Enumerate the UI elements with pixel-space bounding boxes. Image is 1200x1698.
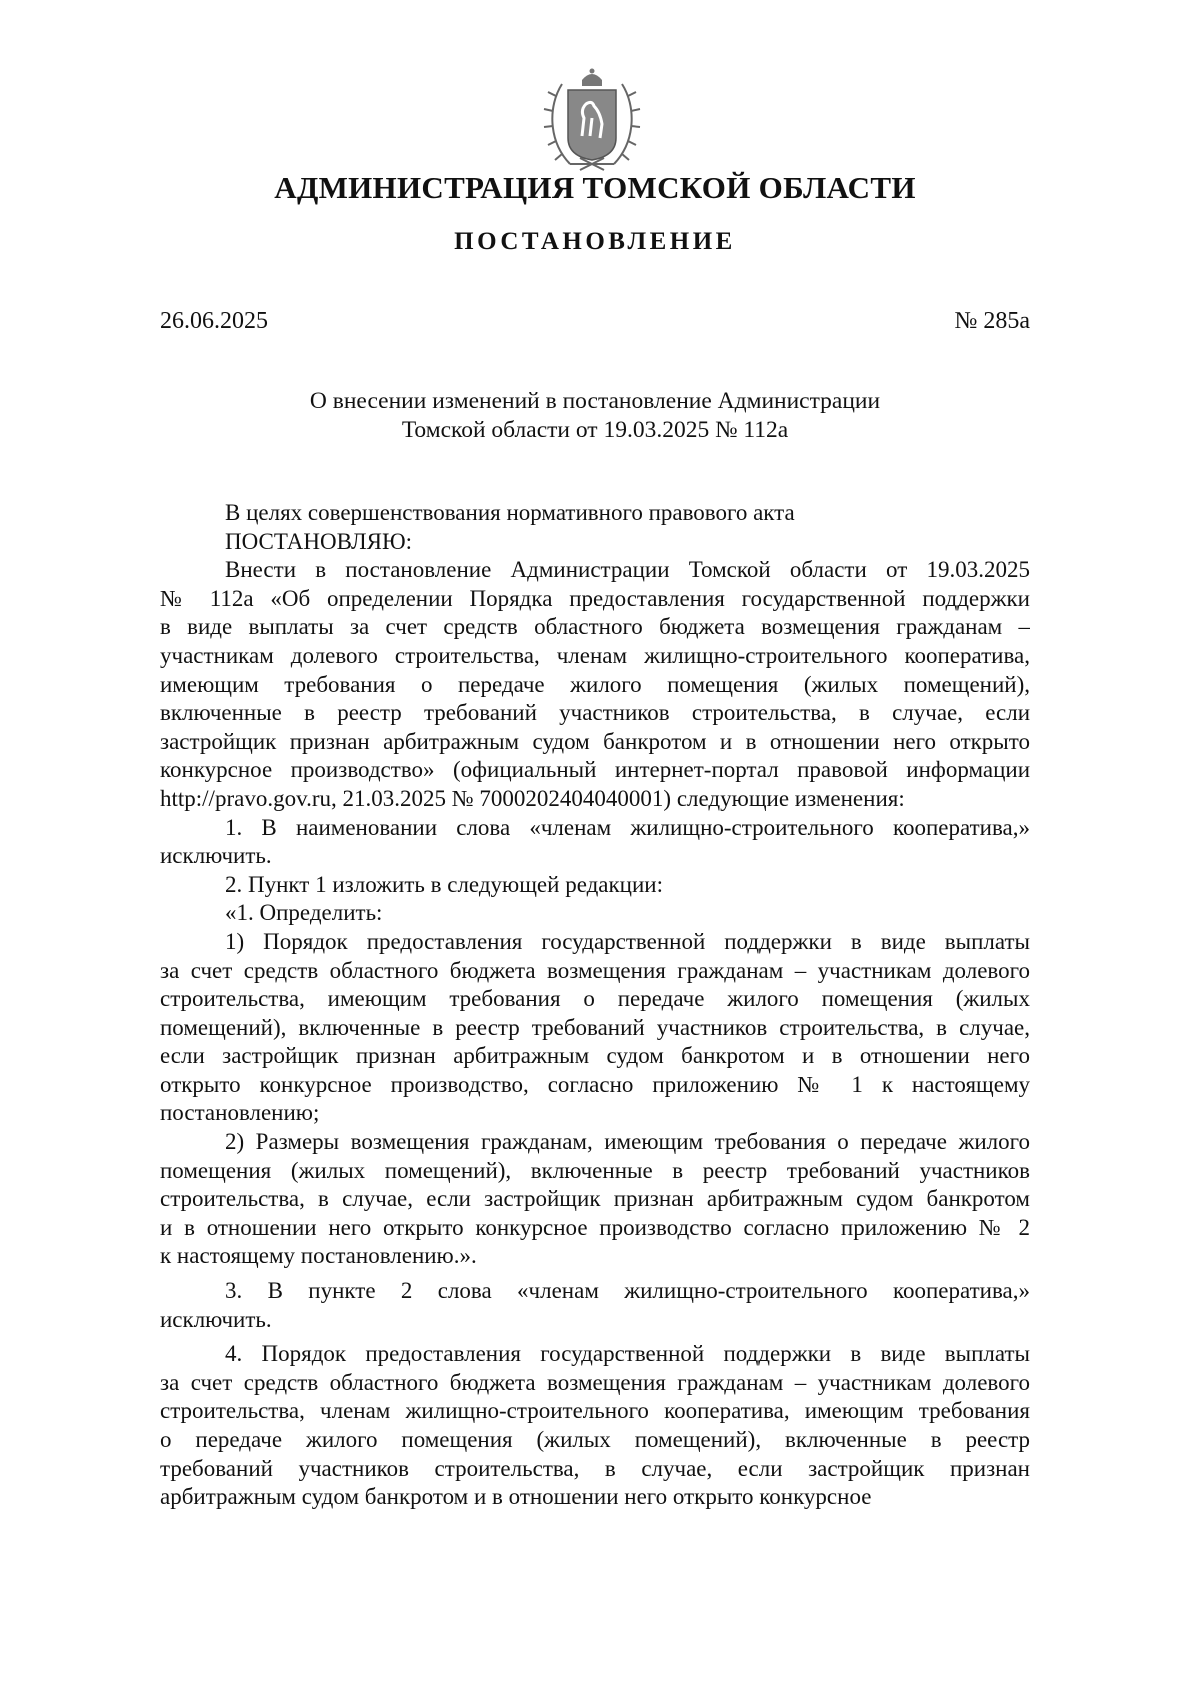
text-line: исключить. bbox=[160, 843, 272, 869]
text-line: постановлению; bbox=[160, 1100, 320, 1126]
text-line: помещения (жилых помещений), включенные в реестр требований участников bbox=[160, 1157, 1030, 1183]
text-line: ПОСТАНОВЛЯЮ: bbox=[225, 528, 413, 554]
text-line: строительства, членам жилищно-строительного кооператива, имеющим требования bbox=[160, 1398, 1030, 1424]
text-line: и в отношении него открыто конкурсное производство согласно приложению № 2 bbox=[160, 1214, 1030, 1240]
text-line: открыто конкурсное производство, согласно приложению № 1 к настоящему bbox=[160, 1071, 1030, 1097]
paragraph bbox=[160, 1128, 1030, 1271]
text-line: 3. В пункте 2 слова «членам жилищно-строительного кооператива,» bbox=[225, 1278, 1030, 1304]
text-line: В целях совершенствования нормативного правового акта bbox=[225, 500, 795, 525]
text-line: Внести в постановление Администрации Томской области от 19.03.2025 bbox=[225, 557, 1030, 583]
paragraph bbox=[160, 1340, 1030, 1512]
subject-line: О внесении изменений в постановление Администрации bbox=[309, 388, 881, 414]
document-body bbox=[160, 499, 1030, 1512]
paragraph bbox=[160, 814, 1030, 871]
text-line: в виде выплаты за счет средств областного бюджета возмещения гражданам – bbox=[160, 614, 1030, 640]
paragraph bbox=[160, 899, 1030, 928]
paragraph bbox=[160, 499, 1030, 528]
paragraph bbox=[160, 528, 1030, 557]
text-line: 1. В наименовании слова «членам жилищно-строительного кооператива,» bbox=[225, 814, 1030, 840]
text-line: 2) Размеры возмещения гражданам, имеющим требования о передаче жилого bbox=[225, 1129, 1030, 1155]
subject-line: Томской области от 19.03.2025 № 112а bbox=[401, 417, 789, 443]
text-line: имеющим требования о передаче жилого помещения (жилых помещений), bbox=[160, 671, 1030, 697]
text-line: участникам долевого строительства, членам жилищно-строительного кооператива, bbox=[160, 642, 1030, 668]
document-type: ПОСТАНОВЛЕНИЕ bbox=[454, 228, 736, 255]
text-line: арбитражным судом банкротом и в отношении него открыто конкурсное bbox=[160, 1484, 872, 1510]
document-subject bbox=[0, 387, 1190, 445]
organization-title: АДМИНИСТРАЦИЯ ТОМСКОЙ ОБЛАСТИ bbox=[274, 170, 916, 205]
paragraph bbox=[160, 1277, 1030, 1334]
text-line: 1) Порядок предоставления государственной поддержки в виде выплаты bbox=[225, 928, 1030, 954]
text-line: требований участников строительства, в случае, если застройщик признан bbox=[160, 1455, 1030, 1481]
text-line: строительства, имеющим требования о передаче жилого помещения (жилых bbox=[160, 986, 1030, 1012]
text-line: 4. Порядок предоставления государственной поддержки в виде выплаты bbox=[225, 1341, 1030, 1367]
document-date: 26.06.2025 bbox=[160, 308, 268, 334]
paragraph bbox=[160, 556, 1030, 813]
document-number: № 285а bbox=[954, 308, 1030, 334]
text-line: включенные в реестр требований участников строительства, в случае, если bbox=[160, 700, 1030, 726]
text-line: застройщик признан арбитражным судом банкротом и в отношении него открыто bbox=[160, 728, 1030, 754]
text-line: к настоящему постановлению.». bbox=[160, 1243, 477, 1269]
paragraph bbox=[160, 871, 1030, 900]
text-line: помещений), включенные в реестр требований участников строительства, в случае, bbox=[160, 1014, 1030, 1040]
text-line: http://pravo.gov.ru, 21.03.2025 № 7000202404040001) следующие изменения: bbox=[160, 785, 905, 811]
text-line: исключить. bbox=[160, 1306, 272, 1332]
text-line: о передаче жилого помещения (жилых помещений), включенные в реестр bbox=[160, 1427, 1030, 1452]
text-line: № 112а «Об определении Порядка предоставления государственной поддержки bbox=[160, 585, 1030, 611]
paragraph bbox=[160, 928, 1030, 1128]
coat-of-arms-emblem bbox=[540, 66, 644, 176]
text-line: строительства, в случае, если застройщик признан арбитражным судом банкротом bbox=[160, 1186, 1030, 1212]
text-line: за счет средств областного бюджета возмещения гражданам – участникам долевого bbox=[160, 1369, 1030, 1395]
text-line: если застройщик признан арбитражным судом банкротом и в отношении него bbox=[160, 1043, 1030, 1069]
text-line: за счет средств областного бюджета возмещения гражданам – участникам долевого bbox=[160, 957, 1030, 983]
text-line: конкурсное производство» (официальный интернет-портал правовой информации bbox=[160, 757, 1030, 783]
text-line: «1. Определить: bbox=[225, 900, 383, 926]
text-line: 2. Пункт 1 изложить в следующей редакции: bbox=[225, 871, 663, 897]
